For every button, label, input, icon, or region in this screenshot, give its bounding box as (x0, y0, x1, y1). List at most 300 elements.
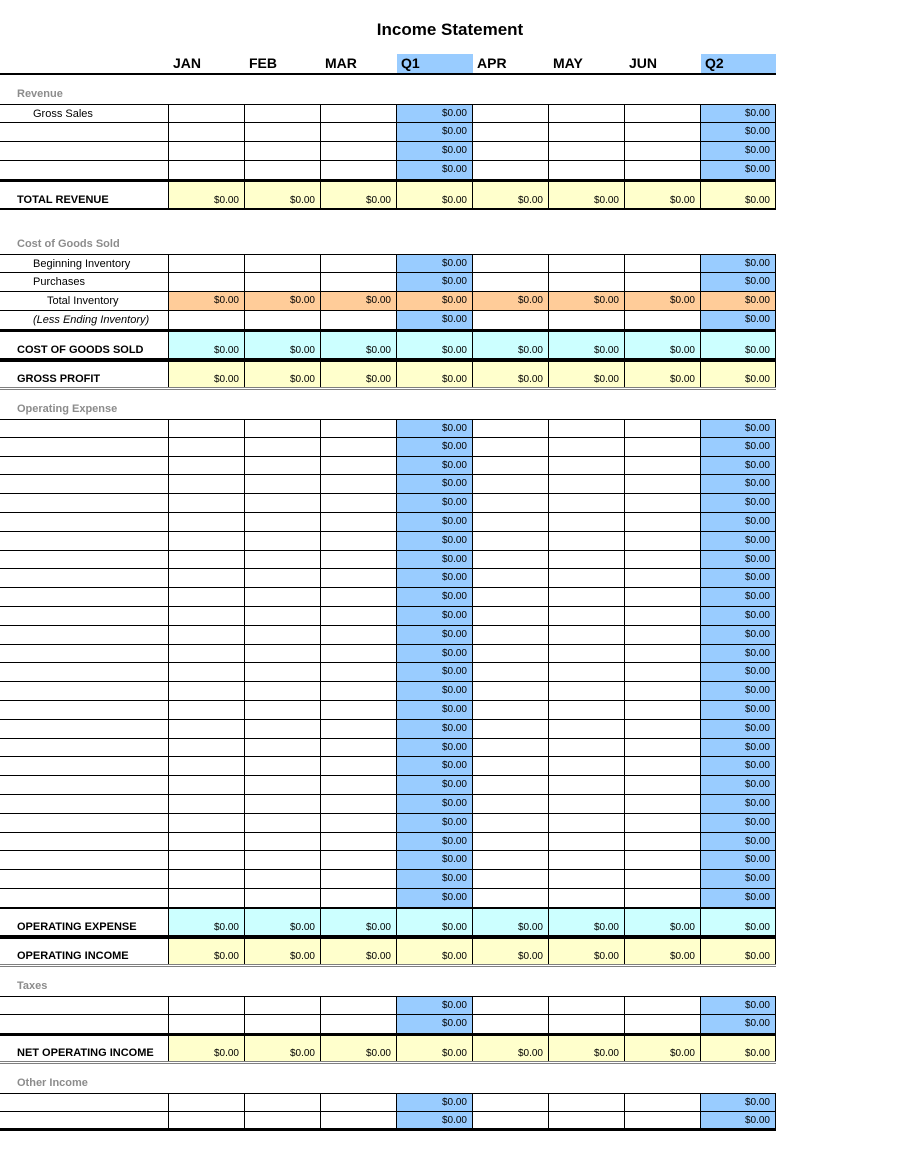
input-cell-mar[interactable] (321, 739, 397, 758)
row-label[interactable] (0, 739, 169, 758)
input-cell-apr[interactable] (473, 607, 549, 626)
operating-income (0, 937, 776, 967)
expense-line (0, 532, 776, 551)
input-cell-mar[interactable] (321, 814, 397, 833)
input-cell-jan[interactable] (169, 494, 245, 513)
input-cell-jan[interactable] (169, 889, 245, 908)
input-cell-feb[interactable] (245, 795, 321, 814)
input-cell-mar[interactable] (321, 776, 397, 795)
row-label[interactable]: Gross Sales (0, 105, 169, 123)
input-cell-feb[interactable] (245, 475, 321, 494)
input-cell-mar[interactable] (321, 273, 397, 292)
input-cell-mar[interactable] (321, 870, 397, 889)
input-cell-apr[interactable] (473, 626, 549, 645)
input-cell-jan[interactable] (169, 161, 245, 180)
input-cell-may[interactable] (549, 123, 625, 142)
input-cell-feb[interactable] (245, 720, 321, 739)
input-cell-jan[interactable] (169, 532, 245, 551)
input-cell-jan[interactable] (169, 588, 245, 607)
gross-profit-mar: $0.00 (321, 362, 397, 387)
input-cell-jun[interactable] (625, 645, 701, 664)
q1-value: $0.00 (397, 997, 473, 1015)
input-cell-apr[interactable] (473, 532, 549, 551)
q2-value: $0.00 (701, 701, 776, 720)
input-cell-jun[interactable] (625, 870, 701, 889)
input-cell-jan[interactable] (169, 475, 245, 494)
input-cell-mar[interactable] (321, 997, 397, 1015)
input-cell-jan[interactable] (169, 255, 245, 273)
input-cell-feb[interactable] (245, 1094, 321, 1112)
input-cell-may[interactable] (549, 1015, 625, 1034)
input-cell-may[interactable] (549, 475, 625, 494)
input-cell-feb[interactable] (245, 105, 321, 123)
input-cell-mar[interactable] (321, 757, 397, 776)
input-cell-jun[interactable] (625, 255, 701, 273)
input-cell-jan[interactable] (169, 701, 245, 720)
input-cell-apr[interactable] (473, 814, 549, 833)
row-label[interactable] (0, 551, 169, 570)
input-cell-apr[interactable] (473, 701, 549, 720)
input-cell-mar[interactable] (321, 626, 397, 645)
input-cell-may[interactable] (549, 701, 625, 720)
input-cell-apr[interactable] (473, 757, 549, 776)
row-label[interactable] (0, 438, 169, 457)
input-cell-feb[interactable] (245, 776, 321, 795)
input-cell-apr[interactable] (473, 420, 549, 438)
input-cell-feb[interactable] (245, 123, 321, 142)
input-cell-jun[interactable] (625, 833, 701, 852)
q1-value: $0.00 (397, 273, 473, 292)
input-cell-mar[interactable] (321, 588, 397, 607)
row-label[interactable] (0, 607, 169, 626)
input-cell-apr[interactable] (473, 870, 549, 889)
input-cell-mar[interactable] (321, 475, 397, 494)
q1-value: $0.00 (397, 551, 473, 570)
input-cell-jun[interactable] (625, 889, 701, 908)
input-cell-may[interactable] (549, 720, 625, 739)
input-cell-may[interactable] (549, 457, 625, 476)
input-cell-feb[interactable] (245, 588, 321, 607)
input-cell-apr[interactable] (473, 645, 549, 664)
operating-expense-total-may: $0.00 (549, 909, 625, 935)
input-cell-mar[interactable] (321, 438, 397, 457)
input-cell-feb[interactable] (245, 645, 321, 664)
input-cell-jan[interactable]: $0.00 (169, 292, 245, 311)
input-cell-jan[interactable] (169, 551, 245, 570)
input-cell-may[interactable] (549, 311, 625, 330)
input-cell-mar[interactable] (321, 645, 397, 664)
row-label[interactable] (0, 1015, 169, 1034)
input-cell-mar[interactable] (321, 720, 397, 739)
input-cell-feb[interactable] (245, 997, 321, 1015)
input-cell-mar[interactable] (321, 255, 397, 273)
input-cell-feb[interactable] (245, 739, 321, 758)
input-cell-may[interactable] (549, 795, 625, 814)
input-cell-mar[interactable] (321, 105, 397, 123)
row-label[interactable] (0, 569, 169, 588)
input-cell-jan[interactable] (169, 438, 245, 457)
input-cell-apr[interactable] (473, 682, 549, 701)
row-label[interactable] (0, 626, 169, 645)
row-label[interactable] (0, 588, 169, 607)
input-cell-jan[interactable] (169, 682, 245, 701)
input-cell-mar[interactable] (321, 1094, 397, 1112)
input-cell-jun[interactable] (625, 1094, 701, 1112)
input-cell-apr[interactable] (473, 161, 549, 180)
input-cell-feb[interactable] (245, 814, 321, 833)
input-cell-feb[interactable] (245, 255, 321, 273)
input-cell-apr[interactable] (473, 475, 549, 494)
row-label[interactable] (0, 475, 169, 494)
input-cell-feb[interactable] (245, 273, 321, 292)
q2-value: $0.00 (701, 457, 776, 476)
row-label[interactable] (0, 513, 169, 532)
input-cell-feb[interactable] (245, 569, 321, 588)
input-cell-jun[interactable] (625, 720, 701, 739)
input-cell-may[interactable] (549, 997, 625, 1015)
expense-line (0, 795, 776, 814)
input-cell-mar[interactable] (321, 833, 397, 852)
input-cell-jun[interactable] (625, 569, 701, 588)
input-cell-mar[interactable] (321, 607, 397, 626)
input-cell-may[interactable] (549, 757, 625, 776)
input-cell-mar[interactable] (321, 457, 397, 476)
q1-value: $0.00 (397, 701, 473, 720)
input-cell-mar[interactable] (321, 420, 397, 438)
input-cell-apr[interactable] (473, 438, 549, 457)
cost-of-goods-sold-jan: $0.00 (169, 332, 245, 358)
input-cell-apr[interactable] (473, 494, 549, 513)
input-cell-may[interactable] (549, 833, 625, 852)
input-cell-may[interactable] (549, 161, 625, 180)
input-cell-jan[interactable] (169, 123, 245, 142)
input-cell-feb[interactable] (245, 420, 321, 438)
input-cell-jan[interactable] (169, 814, 245, 833)
input-cell-mar[interactable] (321, 513, 397, 532)
input-cell-jun[interactable] (625, 513, 701, 532)
expense-line (0, 419, 776, 438)
row-label[interactable] (0, 720, 169, 739)
input-cell-may[interactable] (549, 255, 625, 273)
input-cell-mar[interactable] (321, 701, 397, 720)
row-label[interactable] (0, 142, 169, 161)
row-label[interactable] (0, 701, 169, 720)
input-cell-feb[interactable] (245, 513, 321, 532)
input-cell-may[interactable] (549, 739, 625, 758)
input-cell-jan[interactable] (169, 663, 245, 682)
input-cell-apr[interactable] (473, 720, 549, 739)
input-cell-apr[interactable] (473, 273, 549, 292)
row-label[interactable] (0, 532, 169, 551)
input-cell-jun[interactable] (625, 1015, 701, 1034)
input-cell-may[interactable] (549, 889, 625, 908)
input-cell-may[interactable] (549, 663, 625, 682)
input-cell-jun[interactable] (625, 438, 701, 457)
input-cell-mar[interactable] (321, 123, 397, 142)
input-cell-mar[interactable] (321, 532, 397, 551)
input-cell-may[interactable] (549, 438, 625, 457)
input-cell-jan[interactable] (169, 513, 245, 532)
operating-income-q2: $0.00 (701, 939, 776, 964)
input-cell-jun[interactable] (625, 588, 701, 607)
input-cell-jun[interactable] (625, 607, 701, 626)
input-cell-jan[interactable] (169, 795, 245, 814)
input-cell-jan[interactable] (169, 1015, 245, 1034)
input-cell-jun[interactable] (625, 997, 701, 1015)
row-label[interactable]: Total Inventory (0, 292, 169, 311)
q1-value: $0.00 (397, 494, 473, 513)
input-cell-may[interactable]: $0.00 (549, 292, 625, 311)
input-cell-apr[interactable] (473, 123, 549, 142)
q2-value: $0.00 (701, 105, 776, 123)
input-cell-mar[interactable]: $0.00 (321, 292, 397, 311)
input-cell-feb[interactable] (245, 833, 321, 852)
input-cell-apr[interactable] (473, 663, 549, 682)
input-cell-jan[interactable] (169, 311, 245, 330)
input-cell-apr[interactable] (473, 795, 549, 814)
expense-line (0, 701, 776, 720)
input-cell-jan[interactable] (169, 105, 245, 123)
input-cell-jun[interactable]: $0.00 (625, 292, 701, 311)
input-cell-feb[interactable] (245, 757, 321, 776)
input-cell-jan[interactable] (169, 569, 245, 588)
header-may: MAY (553, 55, 583, 71)
purchases-row (0, 273, 776, 292)
input-cell-may[interactable] (549, 532, 625, 551)
input-cell-mar[interactable] (321, 1015, 397, 1034)
row-label[interactable] (0, 795, 169, 814)
input-cell-jun[interactable] (625, 851, 701, 870)
input-cell-jun[interactable] (625, 457, 701, 476)
input-cell-mar[interactable] (321, 889, 397, 908)
row-label[interactable] (0, 663, 169, 682)
input-cell-may[interactable] (549, 851, 625, 870)
input-cell-feb[interactable] (245, 607, 321, 626)
input-cell-apr[interactable] (473, 1112, 549, 1129)
input-cell-apr[interactable] (473, 105, 549, 123)
operating-expense-total-apr: $0.00 (473, 909, 549, 935)
input-cell-jan[interactable] (169, 833, 245, 852)
input-cell-jun[interactable] (625, 795, 701, 814)
input-cell-jan[interactable] (169, 997, 245, 1015)
input-cell-feb[interactable] (245, 663, 321, 682)
input-cell-jun[interactable] (625, 663, 701, 682)
input-cell-feb[interactable] (245, 494, 321, 513)
input-cell-apr[interactable]: $0.00 (473, 292, 549, 311)
row-label[interactable] (0, 757, 169, 776)
row-label[interactable] (0, 814, 169, 833)
input-cell-jun[interactable] (625, 475, 701, 494)
input-cell-apr[interactable] (473, 569, 549, 588)
input-cell-apr[interactable] (473, 1015, 549, 1034)
revenue-line (0, 104, 776, 123)
row-label[interactable] (0, 494, 169, 513)
row-label[interactable] (0, 997, 169, 1015)
input-cell-mar[interactable] (321, 682, 397, 701)
input-cell-jan[interactable] (169, 1112, 245, 1129)
input-cell-feb[interactable] (245, 889, 321, 908)
input-cell-jan[interactable] (169, 757, 245, 776)
row-label[interactable] (0, 420, 169, 438)
input-cell-may[interactable] (549, 607, 625, 626)
input-cell-jun[interactable] (625, 739, 701, 758)
input-cell-feb[interactable]: $0.00 (245, 292, 321, 311)
input-cell-mar[interactable] (321, 142, 397, 161)
input-cell-jun[interactable] (625, 776, 701, 795)
net-operating-income-feb: $0.00 (245, 1036, 321, 1061)
input-cell-jun[interactable] (625, 161, 701, 180)
input-cell-feb[interactable] (245, 682, 321, 701)
input-cell-jun[interactable] (625, 551, 701, 570)
q2-value: $0.00 (701, 645, 776, 664)
input-cell-feb[interactable] (245, 142, 321, 161)
input-cell-may[interactable] (549, 645, 625, 664)
input-cell-jan[interactable] (169, 739, 245, 758)
input-cell-mar[interactable] (321, 551, 397, 570)
input-cell-mar[interactable] (321, 851, 397, 870)
cost-of-goods-sold-q2: $0.00 (701, 332, 776, 358)
input-cell-may[interactable] (549, 870, 625, 889)
gross-profit-jan: $0.00 (169, 362, 245, 387)
input-cell-apr[interactable] (473, 889, 549, 908)
row-label[interactable] (0, 123, 169, 142)
input-cell-apr[interactable] (473, 311, 549, 330)
row-label[interactable] (0, 833, 169, 852)
input-cell-jun[interactable] (625, 1112, 701, 1129)
input-cell-jun[interactable] (625, 420, 701, 438)
input-cell-may[interactable] (549, 105, 625, 123)
input-cell-may[interactable] (549, 273, 625, 292)
input-cell-apr[interactable] (473, 739, 549, 758)
input-cell-apr[interactable] (473, 255, 549, 273)
input-cell-feb[interactable] (245, 161, 321, 180)
input-cell-feb[interactable] (245, 311, 321, 330)
input-cell-apr[interactable] (473, 142, 549, 161)
input-cell-apr[interactable] (473, 997, 549, 1015)
input-cell-jun[interactable] (625, 682, 701, 701)
input-cell-apr[interactable] (473, 457, 549, 476)
input-cell-may[interactable] (549, 588, 625, 607)
input-cell-jan[interactable] (169, 776, 245, 795)
q1-value: $0.00 (397, 457, 473, 476)
row-label[interactable]: (Less Ending Inventory) (0, 311, 169, 330)
row-label[interactable] (0, 161, 169, 180)
row-label[interactable] (0, 682, 169, 701)
input-cell-mar[interactable] (321, 663, 397, 682)
input-cell-jun[interactable] (625, 626, 701, 645)
row-label[interactable] (0, 1112, 169, 1129)
input-cell-feb[interactable] (245, 532, 321, 551)
q1-value: $0.00 (397, 588, 473, 607)
input-cell-jan[interactable] (169, 870, 245, 889)
input-cell-mar[interactable] (321, 311, 397, 330)
input-cell-feb[interactable] (245, 1015, 321, 1034)
input-cell-jan[interactable] (169, 142, 245, 161)
input-cell-apr[interactable] (473, 513, 549, 532)
input-cell-jun[interactable] (625, 814, 701, 833)
row-label[interactable]: Beginning Inventory (0, 255, 169, 273)
input-cell-apr[interactable] (473, 833, 549, 852)
input-cell-jun[interactable] (625, 494, 701, 513)
input-cell-jun[interactable] (625, 311, 701, 330)
input-cell-may[interactable] (549, 551, 625, 570)
input-cell-jun[interactable] (625, 142, 701, 161)
row-label[interactable] (0, 870, 169, 889)
input-cell-may[interactable] (549, 776, 625, 795)
input-cell-may[interactable] (549, 626, 625, 645)
row-label[interactable] (0, 889, 169, 908)
input-cell-may[interactable] (549, 569, 625, 588)
row-label[interactable] (0, 457, 169, 476)
input-cell-jan[interactable] (169, 851, 245, 870)
input-cell-mar[interactable] (321, 161, 397, 180)
input-cell-jun[interactable] (625, 105, 701, 123)
input-cell-may[interactable] (549, 494, 625, 513)
input-cell-feb[interactable] (245, 870, 321, 889)
row-label[interactable] (0, 1094, 169, 1112)
input-cell-mar[interactable] (321, 494, 397, 513)
input-cell-may[interactable] (549, 682, 625, 701)
input-cell-may[interactable] (549, 420, 625, 438)
input-cell-may[interactable] (549, 142, 625, 161)
input-cell-apr[interactable] (473, 851, 549, 870)
input-cell-feb[interactable] (245, 851, 321, 870)
q1-value: $0.00 (397, 569, 473, 588)
input-cell-jun[interactable] (625, 532, 701, 551)
input-cell-apr[interactable] (473, 551, 549, 570)
input-cell-mar[interactable] (321, 1112, 397, 1129)
expense-line (0, 588, 776, 607)
input-cell-jun[interactable] (625, 701, 701, 720)
input-cell-may[interactable] (549, 1094, 625, 1112)
input-cell-mar[interactable] (321, 569, 397, 588)
input-cell-jan[interactable] (169, 273, 245, 292)
input-cell-jan[interactable] (169, 607, 245, 626)
input-cell-feb[interactable] (245, 701, 321, 720)
net-operating-income-jun: $0.00 (625, 1036, 701, 1061)
row-label[interactable] (0, 776, 169, 795)
input-cell-jan[interactable] (169, 645, 245, 664)
input-cell-feb[interactable] (245, 626, 321, 645)
q2-value: $0.00 (701, 682, 776, 701)
row-label[interactable] (0, 851, 169, 870)
input-cell-mar[interactable] (321, 795, 397, 814)
input-cell-jun[interactable] (625, 273, 701, 292)
input-cell-jan[interactable] (169, 420, 245, 438)
net-operating-income-may: $0.00 (549, 1036, 625, 1061)
input-cell-may[interactable] (549, 814, 625, 833)
input-cell-apr[interactable] (473, 588, 549, 607)
input-cell-feb[interactable] (245, 551, 321, 570)
input-cell-may[interactable] (549, 513, 625, 532)
input-cell-jan[interactable] (169, 457, 245, 476)
input-cell-apr[interactable] (473, 776, 549, 795)
input-cell-feb[interactable] (245, 438, 321, 457)
tax-line (0, 1015, 776, 1034)
input-cell-jan[interactable] (169, 1094, 245, 1112)
row-label[interactable] (0, 645, 169, 664)
input-cell-jun[interactable] (625, 757, 701, 776)
operating-income-label: OPERATING INCOME (0, 939, 169, 964)
input-cell-apr[interactable] (473, 1094, 549, 1112)
row-label[interactable]: Purchases (0, 273, 169, 292)
input-cell-jan[interactable] (169, 720, 245, 739)
input-cell-feb[interactable] (245, 457, 321, 476)
input-cell-jan[interactable] (169, 626, 245, 645)
input-cell-jun[interactable] (625, 123, 701, 142)
input-cell-may[interactable] (549, 1112, 625, 1129)
input-cell-feb[interactable] (245, 1112, 321, 1129)
